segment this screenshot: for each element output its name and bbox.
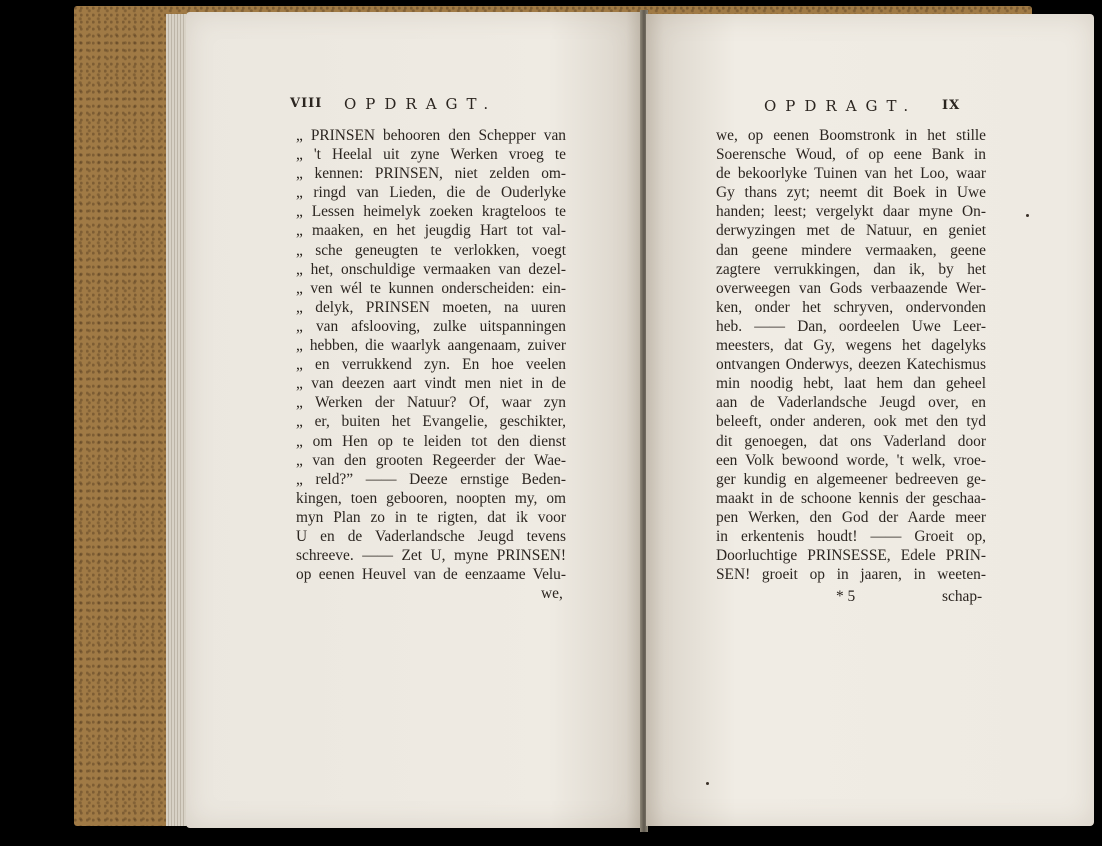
text-line: een Volk bewoond worde, 't welk, vroe-: [716, 451, 986, 469]
text-line: aan de Vaderlandsche Jeugd over, en: [716, 394, 986, 412]
paper-speck: [1026, 214, 1029, 217]
left-page-body: [296, 126, 566, 584]
text-line: Doorluchtige PRINSESSE, Edele PRIN-: [716, 547, 986, 565]
text-line: „ Lessen heimelyk zoeken kragteloos te: [296, 203, 566, 221]
text-line: kingen, toen gebooren, noopten my, om: [296, 489, 566, 507]
book-spread: [74, 6, 1032, 826]
text-line: U en de Vaderlandsche Jeugd tevens: [296, 527, 566, 545]
right-page: [646, 14, 1094, 826]
text-line: „ kennen: PRINSEN, niet zelden om-: [296, 165, 566, 183]
text-line: „ hebben, die waarlyk aangenaam, zuiver: [296, 337, 566, 355]
text-line: „ maaken, en het jeugdig Hart tot val-: [296, 222, 566, 240]
right-running-head: OPDRAGT.: [764, 97, 918, 115]
text-line: heb. —— Dan, oordeelen Uwe Leer-: [716, 317, 986, 335]
text-line: myn Plan zo in te rigten, dat ik voor: [296, 508, 566, 526]
right-catchword: schap-: [942, 588, 983, 605]
text-line: beleeft, onder anderen, ook met den tyd: [716, 413, 986, 431]
text-line: „ reld?” —— Deeze ernstige Beden-: [296, 470, 566, 488]
text-line: „ er, buiten het Evangelie, geschikter,: [296, 413, 566, 431]
right-page-number: IX: [942, 98, 961, 113]
text-line: ontvangen Onderwys, deezen Katechismus: [716, 356, 986, 374]
text-line: „ van deezen aart vindt men niet in de: [296, 375, 566, 393]
text-line: schreeve. —— Zet U, myne PRINSEN!: [296, 547, 566, 565]
text-line: de bekoorlyke Tuinen van het Loo, waar: [716, 165, 986, 183]
text-line: op eenen Heuvel van de eenzaame Velu-: [296, 566, 566, 584]
text-line: „ ringd van Lieden, die de Ouderlyke: [296, 184, 566, 202]
text-line: SEN! groeit op in jaaren, in weeten-: [716, 566, 986, 584]
text-line: ken, onder het schryven, ondervonden: [716, 298, 986, 316]
text-line: meesters, dat Gy, wegens het dagelyks: [716, 337, 986, 355]
text-line: „ ven wél te kunnen onderscheiden: ein-: [296, 279, 566, 297]
left-running-head: OPDRAGT.: [344, 95, 498, 113]
right-page-body: [716, 126, 986, 584]
text-line: Gy thans zyt; neemt dit Boek in Uwe: [716, 184, 986, 202]
text-line: Soerensche Woud, of op eene Bank in: [716, 146, 986, 164]
text-line: in erkentenis houdt! —— Groeit op,: [716, 527, 986, 545]
text-line: ger kundig en algemeener bedreeven ge-: [716, 470, 986, 488]
text-line: „ van den grooten Regeerder der Wae-: [296, 451, 566, 469]
text-line: we, op eenen Boomstronk in het stille: [716, 127, 986, 144]
text-line: „ PRINSEN behooren den Schepper van: [296, 127, 566, 144]
left-page: [186, 12, 640, 828]
left-catchword: we,: [541, 585, 563, 602]
text-line: „ en verrukkend zyn. En hoe veelen: [296, 356, 566, 374]
text-line: maakt in de schoone kennis der geschaa-: [716, 489, 986, 507]
text-line: „ sche geneugten te verlokken, voegt: [296, 241, 566, 259]
text-line: „ om Hen op te leiden tot den dienst: [296, 432, 566, 450]
text-line: dan geene mindere vermaaken, geene: [716, 241, 986, 259]
text-line: overweegen van Gods verbaazende Wer-: [716, 279, 986, 297]
paper-speck: [706, 782, 709, 785]
text-line: „ 't Heelal uit zyne Werken vroeg te: [296, 146, 566, 164]
text-line: zagtere verrukkingen, dan ik, by het: [716, 260, 986, 278]
text-line: „ van afslooving, zulke uitspanningen: [296, 317, 566, 335]
text-line: pen Werken, den God der Aarde meer: [716, 508, 986, 526]
text-line: „ delyk, PRINSEN moeten, na uuren: [296, 298, 566, 316]
text-line: min noodig hebt, laat hem dan geheel: [716, 375, 986, 393]
text-line: derwyzingen met de Natuur, en geniet: [716, 222, 986, 240]
text-line: dit genoegen, dat ons Vaderland door: [716, 432, 986, 450]
left-page-number: VIII: [290, 96, 323, 111]
text-line: handen; leest; vergelykt daar myne On-: [716, 203, 986, 221]
text-line: „ Werken der Natuur? Of, waar zyn: [296, 394, 566, 412]
text-line: „ het, onschuldige vermaaken van dezel-: [296, 260, 566, 278]
signature-mark: * 5: [836, 588, 856, 605]
